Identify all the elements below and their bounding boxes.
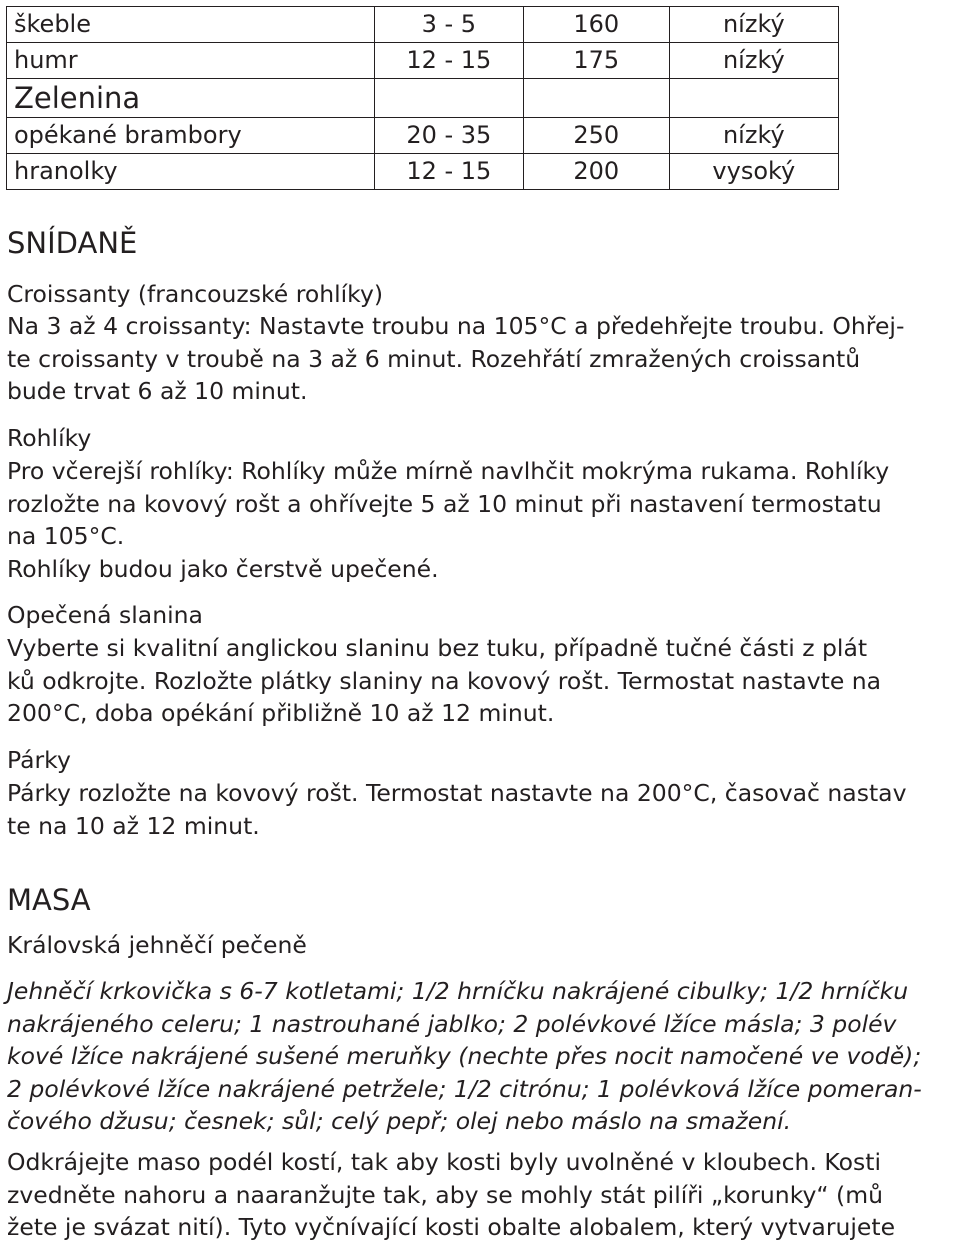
croissants-text <box>7 310 904 408</box>
food-name: hranolky <box>7 154 375 190</box>
cooking-temperature: 250 <box>523 118 669 154</box>
text-line: Jehněčí krkovička s 6-7 kotletami; 1/2 hrníčku nakrájené cibulky; 1/2 hrníčku <box>7 977 909 1005</box>
text-line: Pro včerejší rohlíky: Rohlíky může mírně navlhčit mokrýma rukama. Rohlíky <box>7 457 890 485</box>
lamb-title: Královská jehněčí pečeně <box>7 931 307 959</box>
cooking-temperature: 160 <box>523 7 669 43</box>
power-level: nízký <box>669 43 838 79</box>
text-line: Na 3 až 4 croissanty: Nastavte troubu na 105°C a předehřejte troubu. Ohřej- <box>7 312 905 340</box>
text-line: kové lžíce nakrájené sušené meruňky (nechte přes nocit namočené ve vodě); <box>7 1042 922 1070</box>
cooking-time: 12 - 15 <box>374 43 523 79</box>
text-line: 200°C, doba opékání přibližně 10 až 12 minut. <box>7 699 555 727</box>
power-level: nízký <box>669 118 838 154</box>
cooking-temperature: 175 <box>523 43 669 79</box>
table-section-row <box>7 79 839 118</box>
text-line: čového džusu; česnek; sůl; celý pepř; olej nebo máslo na smažení. <box>7 1107 792 1135</box>
table-row <box>7 43 839 79</box>
breakfast-heading: SNÍDANĚ <box>7 226 138 260</box>
rolls-text <box>7 455 889 585</box>
power-level: nízký <box>669 7 838 43</box>
food-name: škeble <box>7 7 375 43</box>
text-line: te na 10 až 12 minut. <box>7 811 260 840</box>
text-line: bude trvat 6 až 10 minut. <box>7 377 308 405</box>
text-line: Odkrájejte maso podél kostí, tak aby kosti byly uvolněné v kloubech. Kosti <box>7 1148 881 1176</box>
cooking-time: 3 - 5 <box>374 7 523 43</box>
lamb-method <box>7 1146 895 1244</box>
cooking-time: 12 - 15 <box>374 154 523 190</box>
power-level <box>669 79 838 118</box>
rolls-title: Rohlíky <box>7 424 92 452</box>
cooking-table <box>6 6 839 190</box>
section-title: Zelenina <box>7 79 375 118</box>
bacon-text <box>7 632 881 730</box>
croissants-title: Croissanty (francouzské rohlíky) <box>7 280 384 308</box>
cooking-temperature: 200 <box>523 154 669 190</box>
text-line: Rohlíky budou jako čerstvě upečené. <box>7 554 439 583</box>
text-line: rozložte na kovový rošt a ohřívejte 5 až 10 minut při nastavení termostatu <box>7 489 882 518</box>
text-line: ků odkrojte. Rozložte plátky slaniny na kovový rošt. Termostat nastavte na <box>7 666 882 695</box>
text-line: te croissanty v troubě na 3 až 6 minut. Rozehřátí zmražených croissantů <box>7 344 861 373</box>
food-name: humr <box>7 43 375 79</box>
power-level: vysoký <box>669 154 838 190</box>
text-line: Vyberte si kvalitní anglickou slaninu bez tuku, případně tučné části z plát <box>7 634 868 662</box>
table-row <box>7 118 839 154</box>
bacon-title: Opečená slanina <box>7 601 203 629</box>
table-row <box>7 7 839 43</box>
meat-heading: MASA <box>7 883 91 917</box>
cooking-table-body <box>7 7 839 190</box>
text-line: Párky rozložte na kovový rošt. Termostat nastavte na 200°C, časovač nastav <box>7 779 907 807</box>
text-line: 2 polévkové lžíce nakrájené petržele; 1/2 citrónu; 1 polévková lžíce pomeran- <box>7 1074 922 1103</box>
cooking-time <box>374 79 523 118</box>
cooking-temperature <box>523 79 669 118</box>
cooking-time: 20 - 35 <box>374 118 523 154</box>
text-line: zvedněte nahoru a naaranžujte tak, aby se mohly stát pilíři „korunky“ (mů <box>7 1180 883 1209</box>
food-name: opékané brambory <box>7 118 375 154</box>
sausages-title: Párky <box>7 746 71 774</box>
text-line: na 105°C. <box>7 522 125 550</box>
text-line: nakrájeného celeru; 1 nastrouhané jablko; 2 polévkové lžíce másla; 3 polév <box>7 1009 897 1038</box>
lamb-ingredients <box>7 975 922 1138</box>
table-row <box>7 154 839 190</box>
text-line: žete je svázat nití). Tyto vyčnívající kosti obalte alobalem, který vytvarujete <box>7 1213 896 1241</box>
sausages-text <box>7 777 906 842</box>
